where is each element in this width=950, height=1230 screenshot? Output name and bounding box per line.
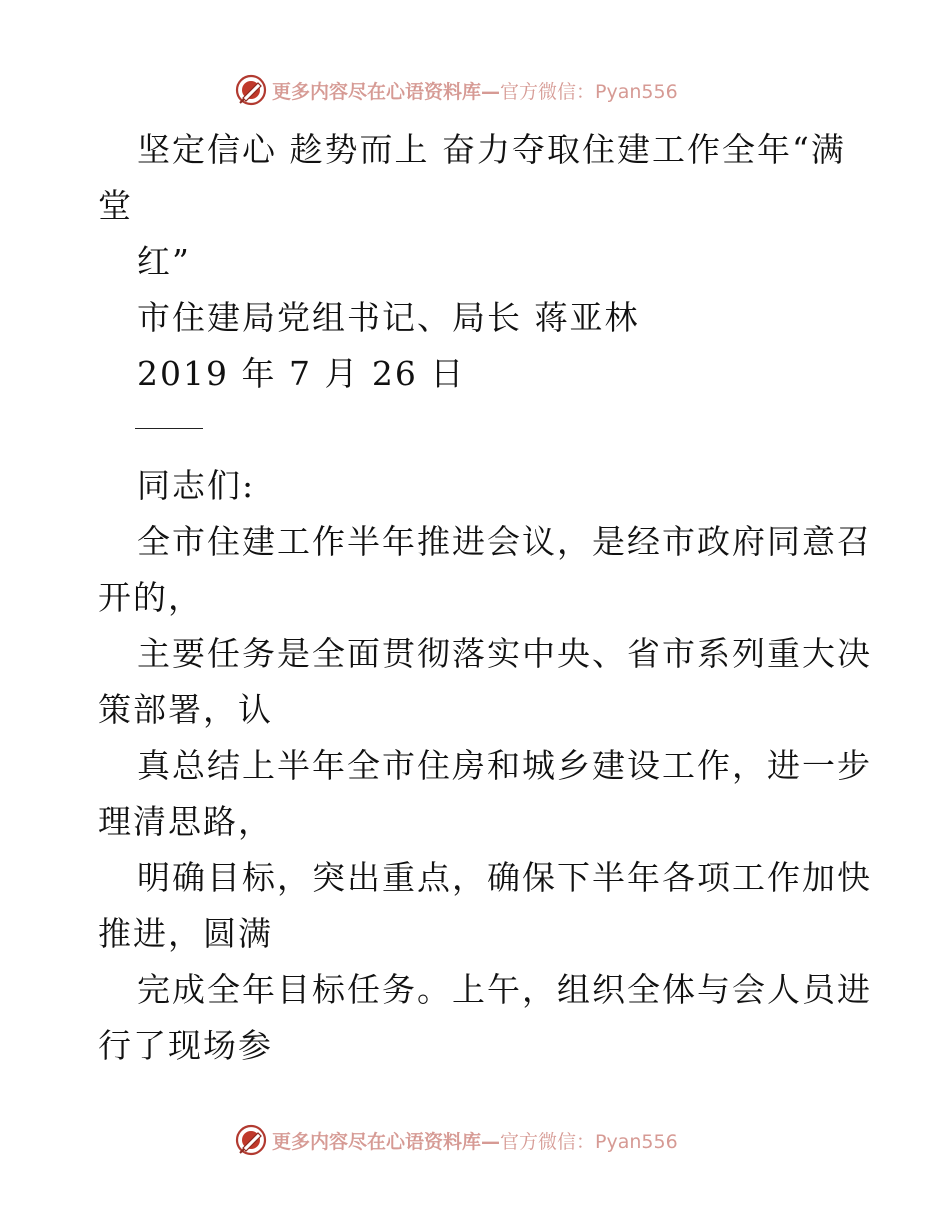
body-line: 推进，圆满	[98, 914, 273, 953]
watermark-banner-bottom	[234, 1122, 678, 1158]
body-line: 行了现场参	[98, 1026, 273, 1065]
body-line: 主要任务是全面贯彻落实中央、省市系列重大决	[137, 634, 872, 673]
quill-pen-seal-icon	[234, 73, 268, 107]
watermark-wechat-text: 官方微信：Pyan556	[500, 80, 678, 103]
body-line: 策部署，认	[98, 690, 273, 729]
body-line: 真总结上半年全市住房和城乡建设工作，进一步	[137, 746, 872, 785]
document-body	[98, 122, 872, 1074]
document-title-line-1: 坚定信心 趁势而上 奋力夺取住建工作全年“满	[137, 130, 846, 169]
watermark-brand-text: 更多内容尽在心语资料库—	[272, 80, 501, 103]
watermark-wechat-text: 官方微信：Pyan556	[500, 1130, 678, 1153]
body-line: 开的，	[98, 578, 203, 617]
document-title-line-3: 红”	[137, 242, 191, 281]
body-line: 全市住建工作半年推进会议，是经市政府同意召	[137, 522, 872, 561]
body-line: 理清思路，	[98, 802, 273, 841]
document-title-line-2: 堂	[98, 186, 133, 225]
quill-pen-seal-icon	[234, 1123, 268, 1157]
document-salutation: 同志们:	[137, 466, 256, 505]
separator-rule	[98, 402, 858, 458]
document-author: 市住建局党组书记、局长 蒋亚林	[137, 298, 640, 337]
body-line: 完成全年目标任务。上午，组织全体与会人员进	[137, 970, 872, 1009]
watermark-brand-text: 更多内容尽在心语资料库—	[272, 1130, 501, 1153]
body-line: 明确目标，突出重点，确保下半年各项工作加快	[137, 858, 872, 897]
document-date: 2019 年 7 月 26 日	[137, 354, 466, 393]
watermark-banner-top	[234, 72, 678, 108]
